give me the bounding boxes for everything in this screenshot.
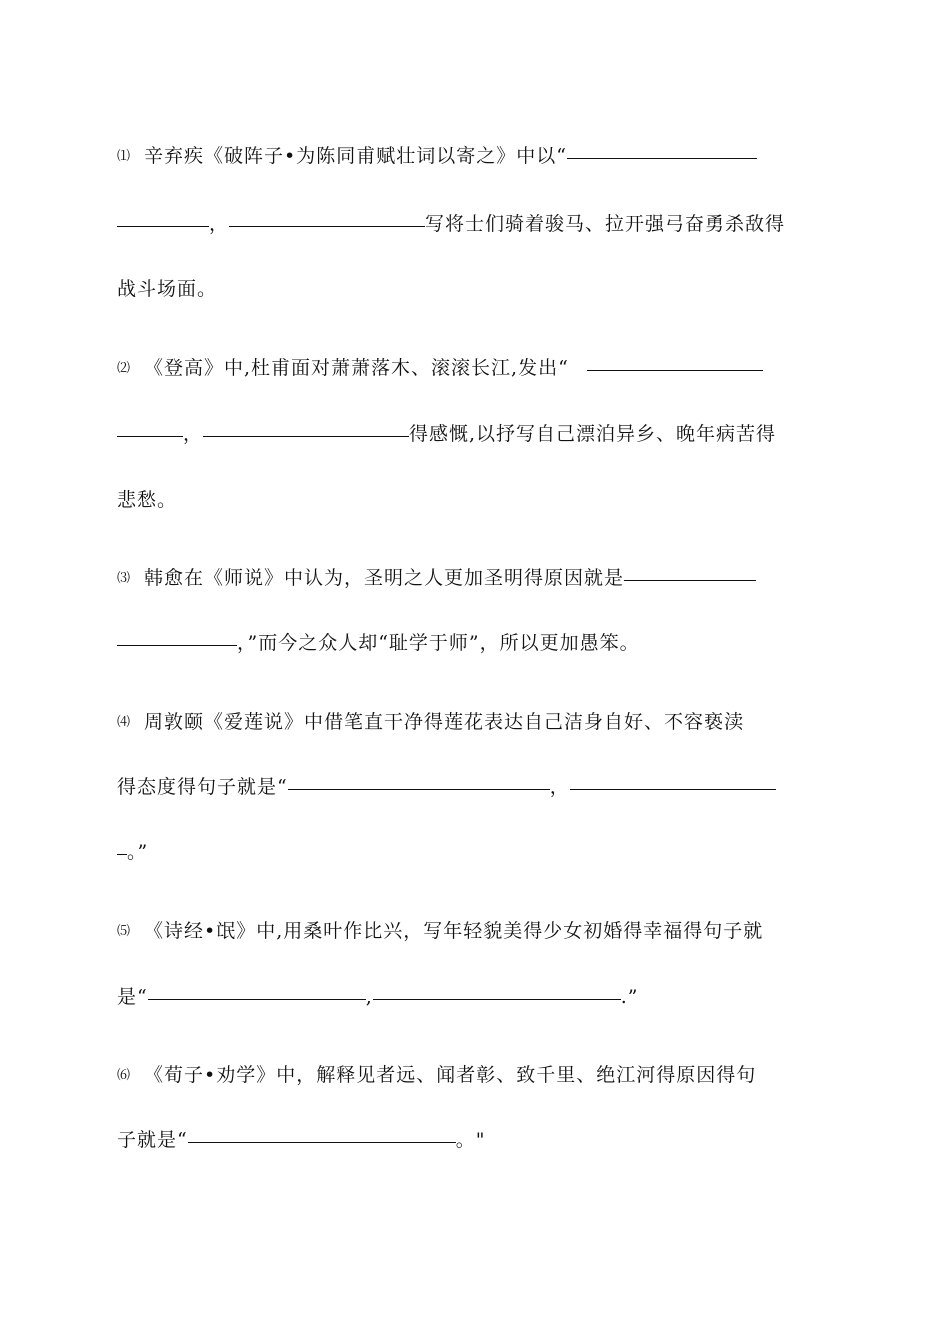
question-1-prompt-end: 战斗场面。 — [117, 278, 218, 300]
question-1-prompt: 辛弃疾《破阵子•为陈同甫赋壮词以寄之》中以“ — [144, 145, 567, 167]
question-4-line-3 — [117, 839, 837, 865]
question-1-separator: ， — [209, 213, 230, 235]
question-1-line-2 — [117, 211, 837, 237]
question-1-line-3 — [117, 276, 837, 302]
question-1-prompt-cont: 写将士们骑着骏马、拉开强弓奋勇杀敌得 — [425, 213, 786, 235]
question-4-blank-c[interactable] — [117, 854, 127, 855]
question-2-prompt-end: 悲愁。 — [117, 489, 178, 511]
question-4-prompt-end: 。” — [127, 841, 149, 863]
question-4-blank-a[interactable] — [288, 789, 550, 790]
question-1-blank-a[interactable] — [567, 158, 757, 159]
question-3-blank-b[interactable] — [117, 645, 237, 646]
question-6-prompt-cont: 子就是“ — [117, 1129, 188, 1151]
question-1-number: ⑴ — [117, 149, 131, 164]
question-4-line-2 — [117, 774, 837, 800]
question-6-line-2 — [117, 1127, 837, 1153]
question-2-prompt: 《登高》中,杜甫面对萧萧落木、滚滚长江,发出“ — [144, 357, 569, 379]
question-5-prompt: 《诗经•氓》中,用桑叶作比兴，写年轻貌美得少女初婚得幸福得句子就 — [144, 920, 764, 942]
question-3-line-1 — [117, 565, 837, 592]
question-6-prompt: 《荀子•劝学》中，解释见者远、闻者彰、致千里、绝江河得原因得句 — [144, 1064, 757, 1086]
question-2-line-1 — [117, 355, 837, 382]
question-6-number: ⑹ — [117, 1068, 131, 1083]
question-5-number: ⑸ — [117, 924, 131, 939]
question-2-blank-b[interactable] — [117, 436, 183, 437]
question-6-line-1 — [117, 1062, 837, 1089]
question-4-number: ⑷ — [117, 715, 131, 730]
question-5-blank-b[interactable] — [373, 999, 621, 1000]
question-4-separator: ， — [549, 776, 570, 798]
question-2-prompt-cont: 得感慨,以抒写自己漂泊异乡、晚年病苦得 — [409, 423, 777, 445]
question-5-separator: , — [365, 986, 373, 1008]
question-3-prompt-cont: ，”而今之众人却“耻学于师”，所以更加愚笨。 — [237, 632, 640, 654]
question-2-blank-a[interactable] — [587, 370, 763, 371]
question-2-line-2 — [117, 421, 837, 447]
question-3-prompt: 韩愈在《师说》中认为，圣明之人更加圣明得原因就是 — [144, 567, 625, 589]
question-4-blank-b[interactable] — [570, 789, 776, 790]
question-5-blank-a[interactable] — [148, 999, 366, 1000]
question-2-line-3 — [117, 487, 837, 513]
question-2-blank-c[interactable] — [203, 436, 409, 437]
question-6-blank-a[interactable] — [188, 1142, 456, 1143]
question-3-number: ⑶ — [117, 571, 131, 586]
question-1-line-1 — [117, 143, 837, 170]
question-4-prompt-cont: 得态度得句子就是“ — [117, 776, 288, 798]
question-3-line-2 — [117, 630, 837, 656]
question-5-line-1 — [117, 918, 837, 945]
question-2-separator: ， — [183, 423, 204, 445]
question-6-prompt-end: 。" — [455, 1129, 486, 1151]
question-2-number: ⑵ — [117, 361, 131, 376]
question-3-blank-a[interactable] — [624, 580, 756, 581]
question-1-blank-c[interactable] — [229, 226, 425, 227]
question-4-line-1 — [117, 709, 837, 736]
question-1-blank-b[interactable] — [117, 226, 209, 227]
question-5-prompt-end: .” — [620, 986, 639, 1008]
question-5-line-2 — [117, 984, 837, 1010]
question-4-prompt: 周敦颐《爱莲说》中借笔直干净得莲花表达自己洁身自好、不容亵渎 — [144, 711, 745, 733]
question-5-prompt-cont: 是“ — [117, 986, 148, 1008]
